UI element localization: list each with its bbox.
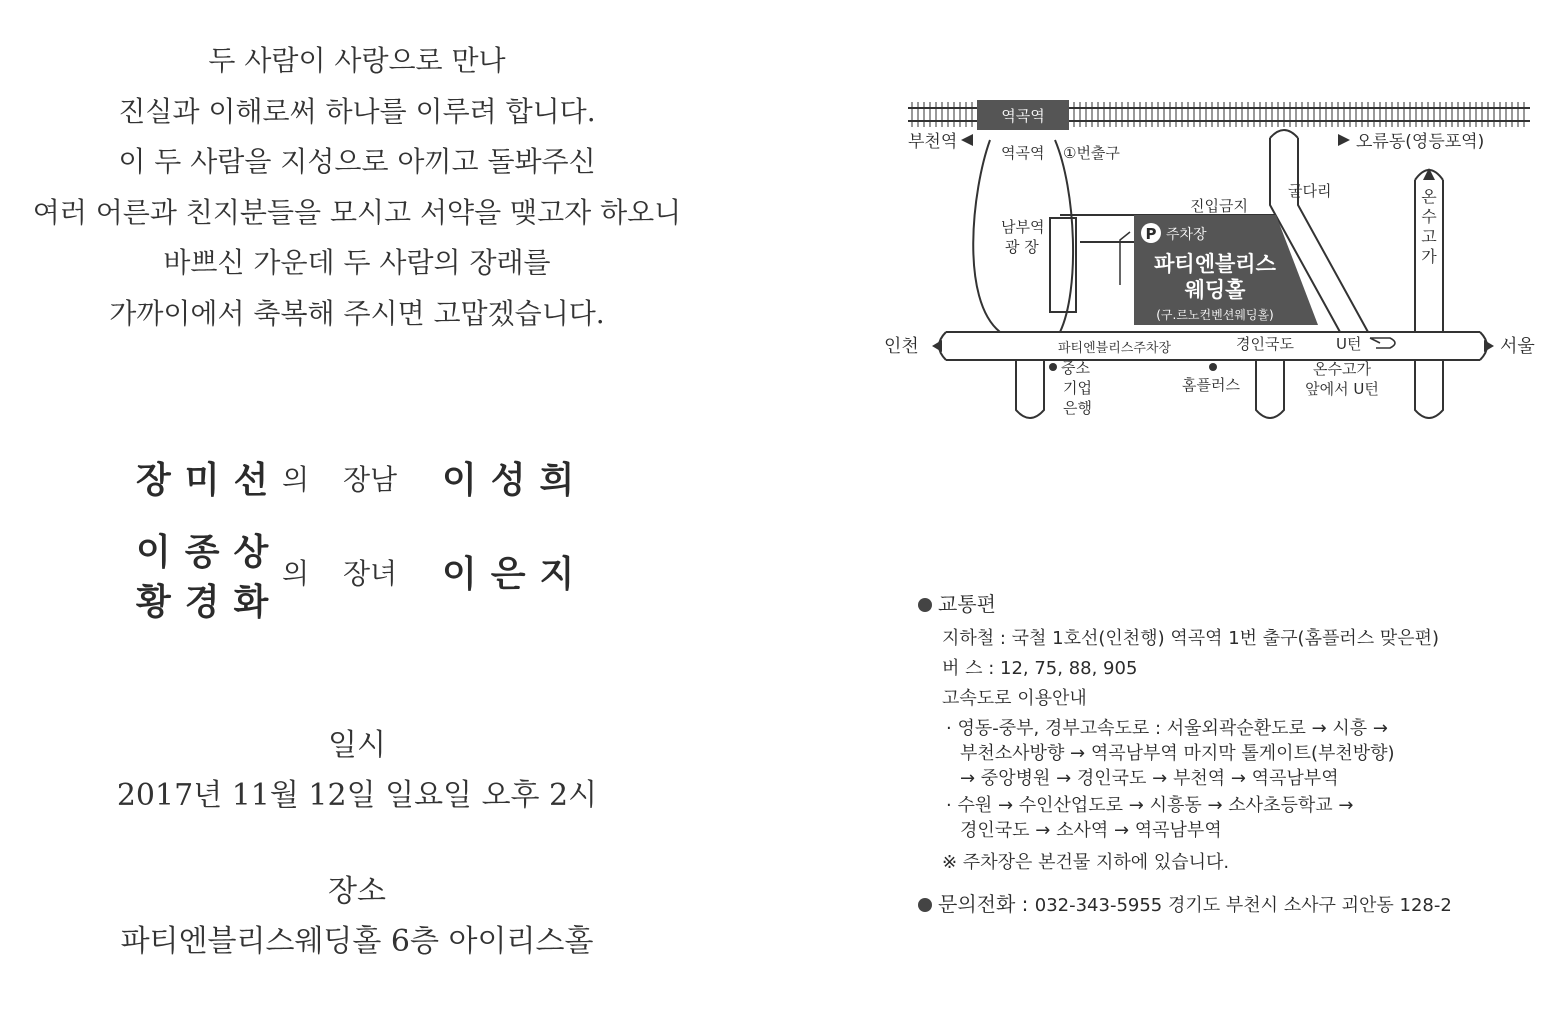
contact-label: 문의전화 : [938,892,1029,916]
bank-marker-icon [1049,363,1057,371]
greeting-text [0,36,714,339]
homeplus-label: 홈플러스 [1182,376,1240,394]
greeting-line: 가까이에서 축복해 주시면 고맙겠습니다. [109,296,605,330]
contact-row [918,888,1452,917]
uturn-note-2: 앞에서 U턴 [1305,380,1379,398]
venue-value: 파티엔블리스웨딩홀 6층 아이리스홀 [120,924,594,959]
east-label: 서울 [1500,336,1535,357]
bank-label: 중소 [1061,359,1090,377]
transit-title: 교통편 [938,592,996,616]
uturn-icon [1370,338,1395,348]
exit-number-label: ①번출구 [1063,144,1120,162]
parking-label: 주차장 [1166,227,1207,243]
venue-label: 장소 [328,874,386,909]
bride-parent-2: 황경화 [136,581,283,623]
bride-of: 의 [282,557,310,590]
vertical-road-char: 가 [1421,247,1437,266]
groom-relation: 장남 [343,463,398,496]
square-label-1: 남부역 [1001,218,1045,236]
groom-parent: 장미선 [136,459,283,501]
parking-icon-letter: P [1145,225,1157,243]
vertical-road-char: 수 [1421,207,1437,226]
bus-info: 버 스 : 12, 75, 88, 905 [942,658,1138,679]
no-entry-label: 진입금지 [1190,197,1248,215]
square-label-2: 광 장 [1005,238,1039,256]
route-1-line: → 중앙병원 → 경인국도 → 부천역 → 역곡남부역 [960,768,1339,789]
arrow-left-icon [961,134,973,146]
route-1-line: 부천소사방향 → 역곡남부역 마지막 톨게이트(부천방향) [960,743,1395,764]
datetime-value: 2017년 11월 12일 일요일 오후 2시 [116,778,598,813]
bride-parent-1: 이종상 [136,531,283,573]
greeting-line: 진실과 이해로써 하나를 이루려 합니다. [118,94,596,128]
route-2-line: · 수원 → 수인산업도로 → 시흥동 → 소사초등학교 → [946,795,1354,816]
highway-label: 경인국도 [1236,335,1294,353]
datetime-label: 일시 [328,728,386,763]
parking-lot-label: 파티엔블리스주차장 [1058,341,1172,356]
station-exit-label: 역곡역 [1001,144,1045,162]
left-direction-label: 부천역 [908,132,958,152]
venue-old-name: (구.르노컨벤션웨딩홀) [1156,308,1274,322]
route-2-line: 경인국도 → 소사역 → 역곡남부역 [960,820,1222,841]
overpass-label: 굴다리 [1288,182,1332,200]
venue-name-1: 파티엔블리스 [1154,252,1276,276]
groom-of: 의 [282,463,310,496]
arrow-up-icon [1423,168,1435,180]
uturn-note-1: 온수고가 [1313,360,1371,378]
venue-name-2: 웨딩홀 [1184,278,1246,302]
route-1-line: · 영동-중부, 경부고속도로 : 서울외곽순환도로 → 시흥 → [946,718,1388,739]
station-box-label: 역곡역 [1001,107,1045,125]
homeplus-marker-icon [1209,363,1217,371]
location-map [880,60,1550,440]
bank-label: 기업 [1063,379,1092,397]
highway-guide-title: 고속도로 이용안내 [942,688,1087,709]
bank-label: 은행 [1063,399,1092,417]
transit-title-row [918,588,996,617]
vertical-road-char: 고 [1421,227,1437,246]
bullet-icon [918,598,932,612]
greeting-line: 두 사람이 사랑으로 만나 [208,44,506,77]
right-direction-label: 오류동(영등포역) [1356,132,1485,152]
arrow-right-icon [1338,134,1350,146]
greeting-line: 바쁘신 가운데 두 사람의 장래를 [163,246,551,279]
west-label: 인천 [884,336,919,357]
parking-entrance-arrow-icon [1120,232,1130,285]
groom-name: 이성희 [442,459,589,501]
uturn-label: U턴 [1336,335,1362,353]
vertical-road-char: 온 [1421,187,1437,206]
bride-name: 이은지 [442,553,589,595]
bullet-icon [918,898,932,912]
arrow-west-icon [932,340,942,352]
arrow-east-icon [1484,340,1494,352]
parking-note: ※ 주차장은 본건물 지하에 있습니다. [942,852,1230,873]
bride-relation: 장녀 [343,557,398,590]
greeting-line: 여러 어른과 친지분들을 모시고 서약을 맺고자 하오니 [32,195,682,229]
greeting-line: 이 두 사람을 지성으로 아끼고 돌봐주신 [118,145,596,178]
contact-value: 032-343-5955 경기도 부천시 소사구 괴안동 128-2 [1034,895,1452,916]
subway-info: 지하철 : 국철 1호선(인천행) 역곡역 1번 출구(홈플러스 맞은편) [942,628,1440,649]
